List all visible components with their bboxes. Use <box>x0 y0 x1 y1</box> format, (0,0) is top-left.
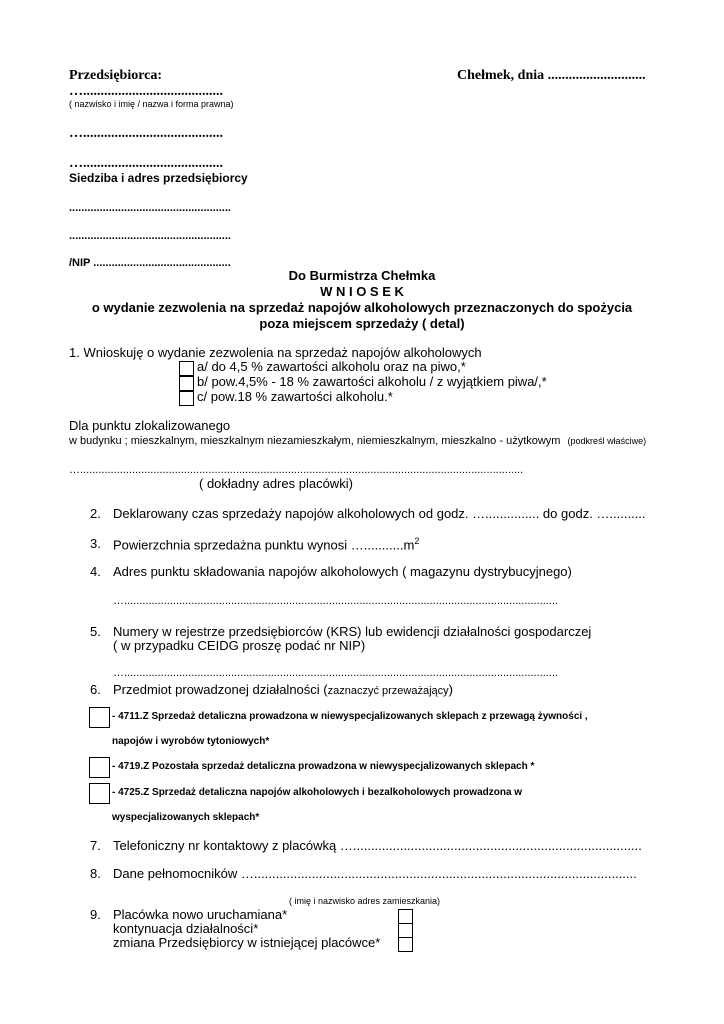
building-types-text: w budynku ; mieszkalnym, mieszkalnym niezamieszkałym, niemieszkalnym, mieszkalno - użytkowym <box>69 435 561 447</box>
pkd-4725-label-1: - 4725.Z Sprzedaż detaliczna napojów alkoholowych i bezalkoholowych prowadzona w <box>112 787 523 798</box>
building-types <box>69 435 646 447</box>
pkd-4711-checkbox[interactable] <box>89 707 110 728</box>
item-6-number: 6. <box>90 682 101 697</box>
item-2-text[interactable]: Deklarowany czas sprzedaży napojów alkoholowych od godz. …............... do godz. ….......... <box>113 506 646 521</box>
item-5-line[interactable]: ….............................................................................................................................................. <box>113 667 558 679</box>
item-6-label: Przedmiot prowadzonej działalności ( <box>113 682 328 697</box>
entrepreneur-change-checkbox[interactable] <box>398 937 413 952</box>
item-3-number: 3. <box>90 536 101 551</box>
option-c-label: c/ pow.18 % zawartości alkoholu.* <box>197 389 393 404</box>
pkd-4725-label-2: wyspecjalizowanych sklepach* <box>112 812 260 823</box>
item-9-option-3: zmiana Przedsiębiorcy w istniejącej placówce* <box>113 935 381 950</box>
section-1-text: 1. Wnioskuję o wydanie zezwolenia na sprzedaż napojów alkoholowych <box>69 345 482 360</box>
address-line[interactable]: …................................................................................................................................................. <box>69 464 524 476</box>
item-7-number: 7. <box>90 838 101 853</box>
item-4-text: Adres punktu składowania napojów alkoholowych ( magazynu dystrybucyjnego) <box>113 564 572 579</box>
item-7-text[interactable]: Telefoniczny nr kontaktowy z placówką …................................................................................ <box>113 838 642 853</box>
option-b-label: b/ pow.4,5% - 18 % zawartości alkoholu / z wyjątkiem piwa/,* <box>197 374 547 389</box>
item-5-text-1: Numery w rejestrze przedsiębiorców (KRS) lub ewidencji działalności gospodarczej <box>113 624 592 639</box>
seat-line-2[interactable]: ..................................................... <box>69 230 231 242</box>
seat-line-1[interactable]: ..................................................... <box>69 202 231 214</box>
item-3-label: Powierzchnia sprzedażna punktu wynosi …...........m <box>113 537 415 553</box>
item-8-number: 8. <box>90 866 101 881</box>
entrepreneur-line-2[interactable]: …........................................ <box>69 126 223 141</box>
item-6-text <box>113 682 453 697</box>
item-6-close: ) <box>448 682 454 697</box>
item-3-text[interactable] <box>113 536 419 552</box>
item-6-hint: zaznaczyć przeważający <box>327 685 449 697</box>
document-heading: W N I O S E K <box>320 284 404 299</box>
pkd-4711-label-2: napojów i wyrobów tytoniowych* <box>112 736 270 747</box>
seat-label: Siedziba i adres przedsiębiorcy <box>69 171 248 185</box>
option-c-checkbox[interactable] <box>179 391 194 406</box>
entrepreneur-name-line[interactable]: …........................................ <box>69 84 223 99</box>
entrepreneur-name-hint: ( nazwisko i imię / nazwa i forma prawna) <box>69 99 234 109</box>
entrepreneur-line-3[interactable]: …........................................ <box>69 156 223 171</box>
item-8-hint: ( imię i nazwisko adres zamieszkania) <box>289 896 441 906</box>
option-b-checkbox[interactable] <box>179 376 194 391</box>
subject-line-2: poza miejscem sprzedaży ( detal) <box>259 316 465 331</box>
item-3-superscript: 2 <box>414 536 420 546</box>
item-9-option-2: kontynuacja działalności* <box>113 921 259 936</box>
item-9-number: 9. <box>90 907 101 922</box>
item-9-option-1: Placówka nowo uruchamiana* <box>113 907 288 922</box>
item-8-text[interactable]: Dane pełnomocników ….......................................................................................................... <box>113 866 637 881</box>
pkd-4719-checkbox[interactable] <box>89 757 110 778</box>
nip-line[interactable]: /NIP ............................................. <box>69 257 231 269</box>
item-4-number: 4. <box>90 564 101 579</box>
item-2-number: 2. <box>90 506 101 521</box>
addressee: Do Burmistrza Chełmka <box>288 268 436 283</box>
place-date-field[interactable]: Chełmek, dnia ............................ <box>457 68 646 83</box>
pkd-4719-label: - 4719.Z Pozostała sprzedaż detaliczna prowadzona w niewyspecjalizowanych sklepach * <box>112 761 535 772</box>
entrepreneur-label: Przedsiębiorca: <box>69 68 163 83</box>
pkd-4725-checkbox[interactable] <box>89 783 110 804</box>
location-label: Dla punktu zlokalizowanego <box>69 418 231 433</box>
subject-line-1: o wydanie zezwolenia na sprzedaż napojów alkoholowych przeznaczonych do spożycia <box>91 300 633 315</box>
new-outlet-checkbox[interactable] <box>398 909 413 924</box>
option-a-checkbox[interactable] <box>179 361 194 376</box>
address-hint: ( dokładny adres placówki) <box>199 476 353 491</box>
continuation-checkbox[interactable] <box>398 923 413 938</box>
pkd-4711-label-1: - 4711.Z Sprzedaż detaliczna prowadzona w niewyspecjalizowanych sklepach z przewagą żywności , <box>112 711 588 722</box>
option-a-label: a/ do 4,5 % zawartości alkoholu oraz na piwo,* <box>197 359 466 374</box>
item-5-text-2: ( w przypadku CEIDG proszę podać nr NIP) <box>113 638 366 653</box>
item-5-number: 5. <box>90 624 101 639</box>
underline-hint: (podkreśl właściwe) <box>567 436 647 446</box>
item-4-line[interactable]: ….............................................................................................................................................. <box>113 595 558 607</box>
